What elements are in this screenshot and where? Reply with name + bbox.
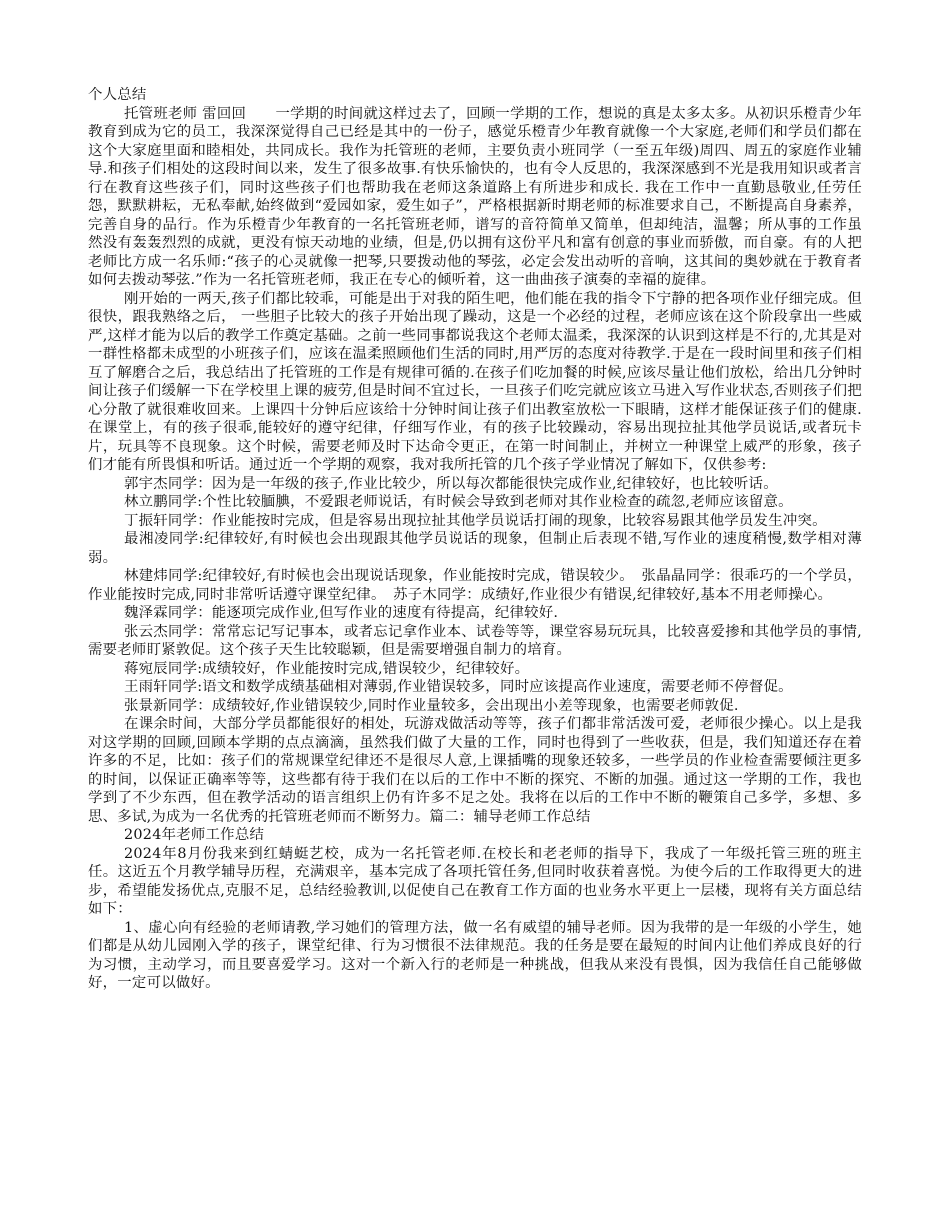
document-title: 个人总结 xyxy=(88,87,147,103)
paragraph-point-1: 1、虚心向有经验的老师请教,学习她们的管理方法，做一名有威望的辅导老师。因为我带的是一年级的小学生，她们都是从幼儿园刚入学的孩子，课堂纪律、行为习惯很不法律规范。我的任务是要在最短的时间内让他们养成良好的行为习惯，主动学习，而且要喜爱学习。这对一个新入行的老师是一种挑战，但我从来没有畏惧，因为我信任自己能够做好，一定可以做好。 xyxy=(88,919,862,991)
paragraph-intro: 托管班老师 雷回回 一学期的时间就这样过去了，回顾一学期的工作，想说的真是太多太多。从初识乐橙青少年教育到成为它的员工，我深深觉得自己已经是其中的一份子，感觉乐橙青少年教育就像一个大家庭,老师们和学员们都在这个大家庭里面和睦相处，共同成长。我作为托管班的老师，主要负责小班同学（一至五年级)周四、周五的家庭作业辅导.和孩子们相处的这段时间以来，发生了很多故事.有快乐愉快的，也有令人反思的，我深深感到不光是我用知识或者言行在教育这些孩子们，同时这些孩子们也帮助我在老师这条道路上有所进步和成长. 我在工作中一直勤恳敬业,任劳任怨，默默耕耘，无私奉献,始终做到“爱园如家，爱生如子”，严格根据新时期老师的标准要求自己，不断提高自身素养，完善自身的品行。作为乐橙青少年教育的一名托管班老师，谱写的音符简单又简单，但却纯洁，温馨；所从事的工作虽然没有轰轰烈烈的成就，更没有惊天动地的业绩，但是,仍以拥有这份平凡和富有创意的事业而骄傲，而自豪。有的人把老师比方成一名乐师:“孩子的心灵就像一把琴,只要拨动他的琴弦，必定会发出动听的音响，这其间的奥妙就在于教育者如何去拨动琴弦.”作为一名托管班老师，我正在专心的倾听着，这一曲曲孩子演奏的幸福的旋律。 xyxy=(88,105,862,288)
student-note-wei: 魏泽霖同学：能逐项完成作业,但写作业的速度有待提高，纪律较好. xyxy=(124,605,559,621)
student-note-zhang-yunjie: 张云杰同学：常常忘记写记事本，或者忘记拿作业本、试卷等等，课堂容易玩玩具，比较喜爱掺和其他学员的事情,需要老师盯紧敦促。这个孩子天生比较聪颖，但是需要增强自制力的培育。 xyxy=(88,623,862,658)
student-note-jiang: 蒋宛辰同学:成绩较好，作业能按时完成,错误较少，纪律较好。 xyxy=(124,660,530,677)
paragraph-classroom: 刚开始的一两天,孩子们都比较乖，可能是出于对我的陌生吧，他们能在我的指令下宁静的把各项作业仔细完成。但很快，跟我熟络之后， 一些胆子比较大的孩子开始出现了躁动，这是一个必经的过程，老师应该在这个阶段拿出一些威严,这样才能为以后的教学工作奠定基础。之前一些同事都说我这个老师太温柔，我深深的认识到这样是不行的,尤其是对一群性格都未成型的小班孩子们，应该在温柔照顾他们生活的同时,用严厉的态度对待教学.于是在一段时间里和孩子们相互了解磨合之后，我总结出了托管班的工作是有规律可循的.在孩子们吃加餐的时候,应该尽量让他们放松，给出几分钟时间让孩子们缓解一下在学校里上课的疲劳,但是时间不宜过长，一旦孩子们吃完就应该立马进入写作业状态,否则孩子们把心分散了就很难收回来。上课四十分钟后应该给十分钟时间让孩子们出教室放松一下眼睛，这样才能保证孩子们的健康.在课堂上，有的孩子很乖,能较好的遵守纪律，仔细写作业，有的孩子比较躁动，容易出现拉扯其他学员说话,或者玩卡片，玩具等不良现象。这个时候，需要老师及时下达命令更正，在第一时间制止，并树立一种课堂上威严的形象，孩子们才能有所畏惧和听话。通过近一个学期的观察，我对我所托管的几个孩子学业情况了解如下，仅供参考: xyxy=(88,290,862,473)
paragraph-2024-intro: 2024年8月份我来到红蜻蜓艺校，成为一名托管老师.在校长和老老师的指导下，我成了一年级托管三班的班主任。这近五个月教学辅导历程，充满艰辛，基本完成了各项托管任务,但同时收获着喜悦。为使今后的工作取得更大的进步，希望能发扬优点,克服不足，总结经验教训,以促使自己在教育工作方面的也业务水平更上一层楼，现将有关方面总结如下： xyxy=(88,845,862,917)
student-note-zhang-jingxin: 张景新同学：成绩较好,作业错误较少,同时作业量较多，会出现出小差等现象，也需要老师敦促. xyxy=(124,697,739,714)
student-note-ding: 丁振轩同学：作业能按时完成，但是容易出现拉扯其他学员说话打闹的现象，比较容易跟其他学员发生冲突。 xyxy=(124,512,827,529)
student-note-wang: 王雨轩同学:语文和数学成绩基础相对薄弱,作业错误较多，同时应该提高作业速度，需要老师不停督促。 xyxy=(124,679,793,695)
student-note-lin-lipeng: 林立鹏同学:个性比较腼腆，不爱跟老师说话，有时候会导致到老师对其作业检查的疏忽,老师应该留意。 xyxy=(124,494,793,510)
student-note-guo: 郭宇杰同学：因为是一年级的孩子,作业比较少，所以每次都能很快完成作业,纪律较好，也比较听话。 xyxy=(124,475,778,492)
student-note-zui: 最湘凌同学:纪律较好,有时候也会出现跟其他学员说话的现象，但制止后表现不错,写作业的速度稍慢,数学相对薄弱。 xyxy=(88,531,862,566)
section-heading-2024: 2024年老师工作总结 xyxy=(124,827,265,843)
student-note-lin-jianwei: 林建炜同学:纪律较好,有时候也会出现说话现象，作业能按时完成，错误较少。 张晶晶同学：很乖巧的一个学员，作业能按时完成,同时非常听话遵守课堂纪律。 苏子木同学：成绩好,作业很少有错误,纪律较好,基本不用老师操心。 xyxy=(88,568,862,603)
paragraph-summary: 在课余时间，大部分学员都能很好的相处，玩游戏做活动等等，孩子们都非常活泼可爱，老师很少操心。以上是我对这学期的回顾,回顾本学期的点点滴滴，虽然我们做了大量的工作，同时也得到了一些收获，但是，我们知道还存在着许多的不足，比如：孩子们的常规课堂纪律还不是很尽人意,上课插嘴的现象还较多，一些学员的作业检查需要倾注更多的时间，以保证正确率等等，这些都有待于我们在以后的工作中不断的探究、不断的加强。通过这一学期的工作，我也学到了不少东西，但在教学活动的语言组织上仍有许多不足之处。我将在以后的工作中不断的鞭策自己多学，多想、多思、多试,为成为一名优秀的托管班老师而不断努力。篇二：辅导老师工作总结 xyxy=(88,716,862,825)
